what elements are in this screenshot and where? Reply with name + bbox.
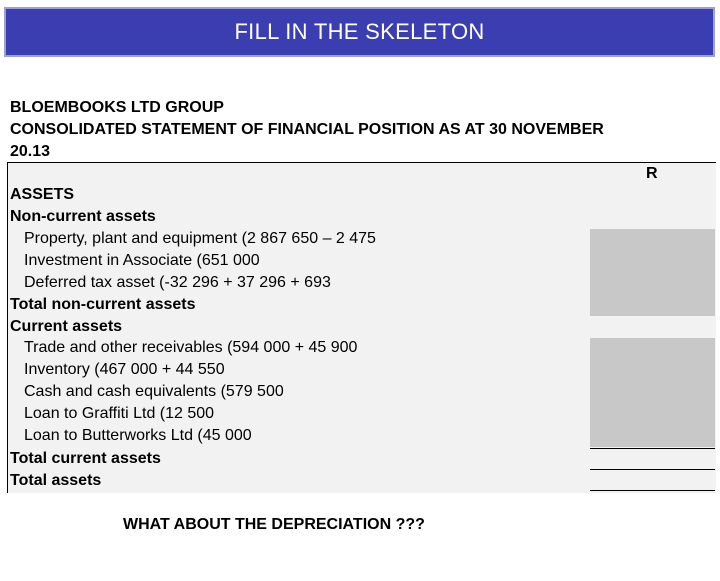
depreciation-note: WHAT ABOUT THE DEPRECIATION ???: [123, 516, 425, 533]
row-assets: ASSETS: [10, 186, 75, 203]
row-loan-graffiti: Loan to Graffiti Ltd (12 500: [24, 405, 215, 422]
statement-title-line1: CONSOLIDATED STATEMENT OF FINANCIAL POSITION AS AT 30 NOVEMBER: [10, 121, 604, 138]
row-deferred-tax: Deferred tax asset (-32 296 + 37 296 + 693: [24, 274, 331, 291]
row-total-current: Total current assets: [10, 450, 161, 467]
total-assets-line-bottom: [590, 490, 715, 491]
row-total-non-current: Total non-current assets: [10, 296, 196, 313]
title-banner: [4, 7, 715, 57]
statement-title-line2: 20.13: [10, 143, 51, 160]
row-total-assets: Total assets: [10, 472, 102, 489]
total-current-line: [590, 448, 715, 449]
row-trade-receivables: Trade and other receivables (594 000 + 45 900: [24, 339, 358, 356]
banner-title: FILL IN THE SKELETON: [234, 19, 485, 44]
total-assets-line-top: [590, 469, 715, 470]
row-inventory: Inventory (467 000 + 44 550: [24, 361, 225, 378]
company-name: BLOEMBOOKS LTD GROUP: [10, 99, 224, 116]
row-cash: Cash and cash equivalents (579 500: [24, 383, 284, 400]
row-non-current-assets: Non-current assets: [10, 208, 156, 225]
row-ppe: Property, plant and equipment (2 867 650 – 2 475: [24, 230, 376, 247]
row-investment-associate: Investment in Associate (651 000: [24, 252, 260, 269]
amount-column-header: R: [646, 165, 658, 182]
statement-heading: [10, 97, 710, 163]
current-amount-cells[interactable]: [590, 338, 715, 447]
row-loan-butterworks: Loan to Butterworks Ltd (45 000: [24, 427, 252, 444]
row-current-assets: Current assets: [10, 318, 123, 335]
non-current-amount-cells[interactable]: [590, 229, 715, 316]
